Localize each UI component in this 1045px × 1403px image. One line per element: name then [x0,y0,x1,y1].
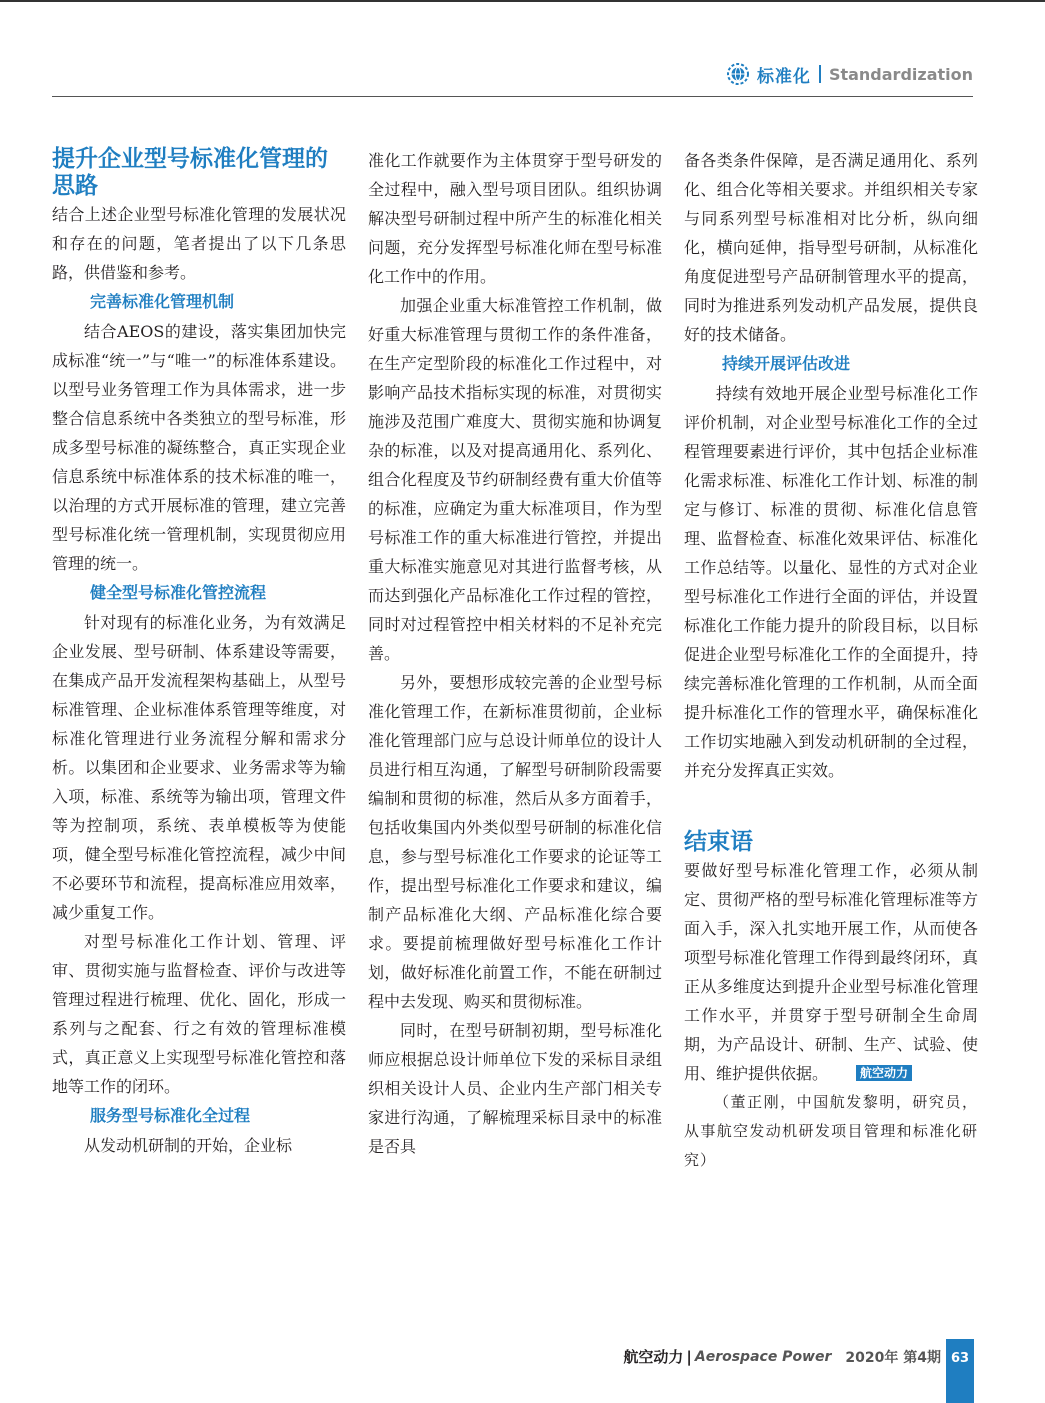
paragraph: 从发动机研制的开始，企业标 [84,1136,293,1155]
subheading: 完善标准化管理机制 [90,292,235,311]
conclusion-text: 要做好型号标准化管理工作，必须从制定、贯彻严格的型号标准化管理标准等方面入手，深入扎实地开展工作，从而使各项型号标准化管理工作得到最终闭环，真正从多维度达到提升企业型号标准化管理工作水平，并贯穿于型号研制全生命周期，为产品设计、研制、生产、试验、使用、维护提供依据。 [684,861,978,1083]
section-title-en: Standardization [828,64,973,84]
paragraph: 结合AEOS的建设，落实集团加快完成标准“统一”与“唯一”的标准体系建设。以型号业务管理工作为具体需求，进一步整合信息系统中各类独立的型号标准，形成多型号标准的凝练整合，真正实现企业信息系统中标准体系的技术标准的唯一，以治理的方式开展标准的管理，建立完善型号标准化统一管理机制，实现贯彻应用管理的统一。 [52,322,346,573]
conclusion-heading: 结束语 [684,829,753,855]
paragraph: 结合上述企业型号标准化管理的发展状况和存在的问题，笔者提出了以下几条思路，供借鉴和参考。 [52,205,346,282]
subheading: 持续开展评估改进 [722,354,851,373]
subheading: 服务型号标准化全过程 [90,1106,251,1125]
column-1 [52,146,346,1160]
column-3 [684,146,978,1175]
journal-name: 航空动力 [623,1348,684,1366]
running-footer [623,1346,941,1367]
paragraph: 另外，要想形成较完善的企业型号标准化管理工作，在新标准贯彻前，企业标准化管理部门应与总设计师单位的设计人员进行相互沟通，了解型号研制阶段需要编制和贯彻的标准，然后从多方面着手，包括收集国内外类似型号研制的标准化信息，参与型号标准化工作要求的论证等工作，提出型号标准化工作要求和建议，编制产品标准化大纲、产品标准化综合要求。要提前梳理做好型号标准化工作计划，做好标准化前置工作，不能在研制过程中去发现、购买和贯彻标准。 [368,673,662,1011]
journal-end-badge: 航空动力 [856,1065,912,1081]
section-heading: 提升企业型号标准化管理的思路 [52,146,328,199]
header-rule [52,96,973,97]
page-number: 63 [946,1339,974,1403]
journal-name-en: Aerospace Power [694,1348,832,1365]
header-divider [819,65,821,83]
section-title: 标准化 [756,66,811,87]
paragraph: 同时，在型号研制初期，型号标准化师应根据总设计师单位下发的采标目录组织相关设计人员、企业内生产部门相关专家进行沟通，了解梳理采标目录中的标准是否具 [368,1021,662,1156]
gear-globe-logo-icon [727,63,749,85]
paragraph: 针对现有的标准化业务，为有效满足企业发展、型号研制、体系建设等需要，在集成产品开发流程架构基础上，从型号标准管理、企业标准体系管理等维度，对标准化管理进行业务流程分解和需求分析。以集团和企业要求、业务需求等为输入项，标准、系统等为输出项，管理文件等为控制项，系统、表单模板等为使能项，健全型号标准化管控流程，减少中间不必要环节和流程，提高标准应用效率，减少重复工作。 [52,613,346,922]
paragraph: 备各类条件保障，是否满足通用化、系列化、组合化等相关要求。并组织相关专家与同系列型号标准相对比分析，纵向细化，横向延伸，指导型号研制，从标准化角度促进型号产品研制管理水平的提高，同时为推进系列发动机产品发展，提供良好的技术储备。 [684,151,978,344]
paragraph: 持续有效地开展企业型号标准化工作评价机制，对企业型号标准化工作的全过程管理要素进行评价，其中包括企业标准化需求标准、标准化工作计划、标准的制定与修订、标准的贯彻、标准化信息管理、监督检查、标准化效果评估、标准化工作总结等。以量化、显性的方式对企业型号标准化工作进行全面的评估，并设置标准化工作能力提升的阶段目标，以目标促进企业型号标准化工作的全面提升，持续完善标准化管理的工作机制，从而全面提升标准化工作的管理水平，确保标准化工作切实地融入到发动机研制的全过程，并充分发挥真正实效。 [684,384,978,780]
paragraph [684,856,978,1088]
author-note: （董正刚，中国航发黎明，研究员，从事航空发动机研发项目管理和标准化研究） [684,1093,978,1169]
footer-separator: | [686,1347,692,1366]
column-2 [368,146,662,1161]
paragraph: 对型号标准化工作计划、管理、评审、贯彻实施与监督检查、评价与改进等管理过程进行梳理、优化、固化，形成一系列与之配套、行之有效的管理标准模式，真正意义上实现型号标准化管控和落地等工作的闭环。 [52,932,346,1096]
running-header [727,60,973,88]
issue-label: 2020年 第4期 [845,1349,941,1366]
paragraph: 加强企业重大标准管控工作机制，做好重大标准管理与贯彻工作的条件准备，在生产定型阶段的标准化工作过程中，对影响产品技术指标实现的标准，对贯彻实施涉及范围广难度大、贯彻实施和协调复杂的标准，以及对提高通用化、系列化、组合化程度及节约研制经费有重大价值等的标准，应确定为重大标准项目，作为型号标准工作的重大标准进行管控，并提出重大标准实施意见对其进行监督考核，从而达到强化产品标准化工作过程的管控，同时对过程管控中相关材料的不足补充完善。 [368,296,662,663]
paragraph: 准化工作就要作为主体贯穿于型号研发的全过程中，融入型号项目团队。组织协调解决型号研制过程中所产生的标准化相关问题，充分发挥型号标准化师在型号标准化工作中的作用。 [368,151,662,286]
subheading: 健全型号标准化管控流程 [90,583,267,602]
top-rule [0,0,1045,2]
